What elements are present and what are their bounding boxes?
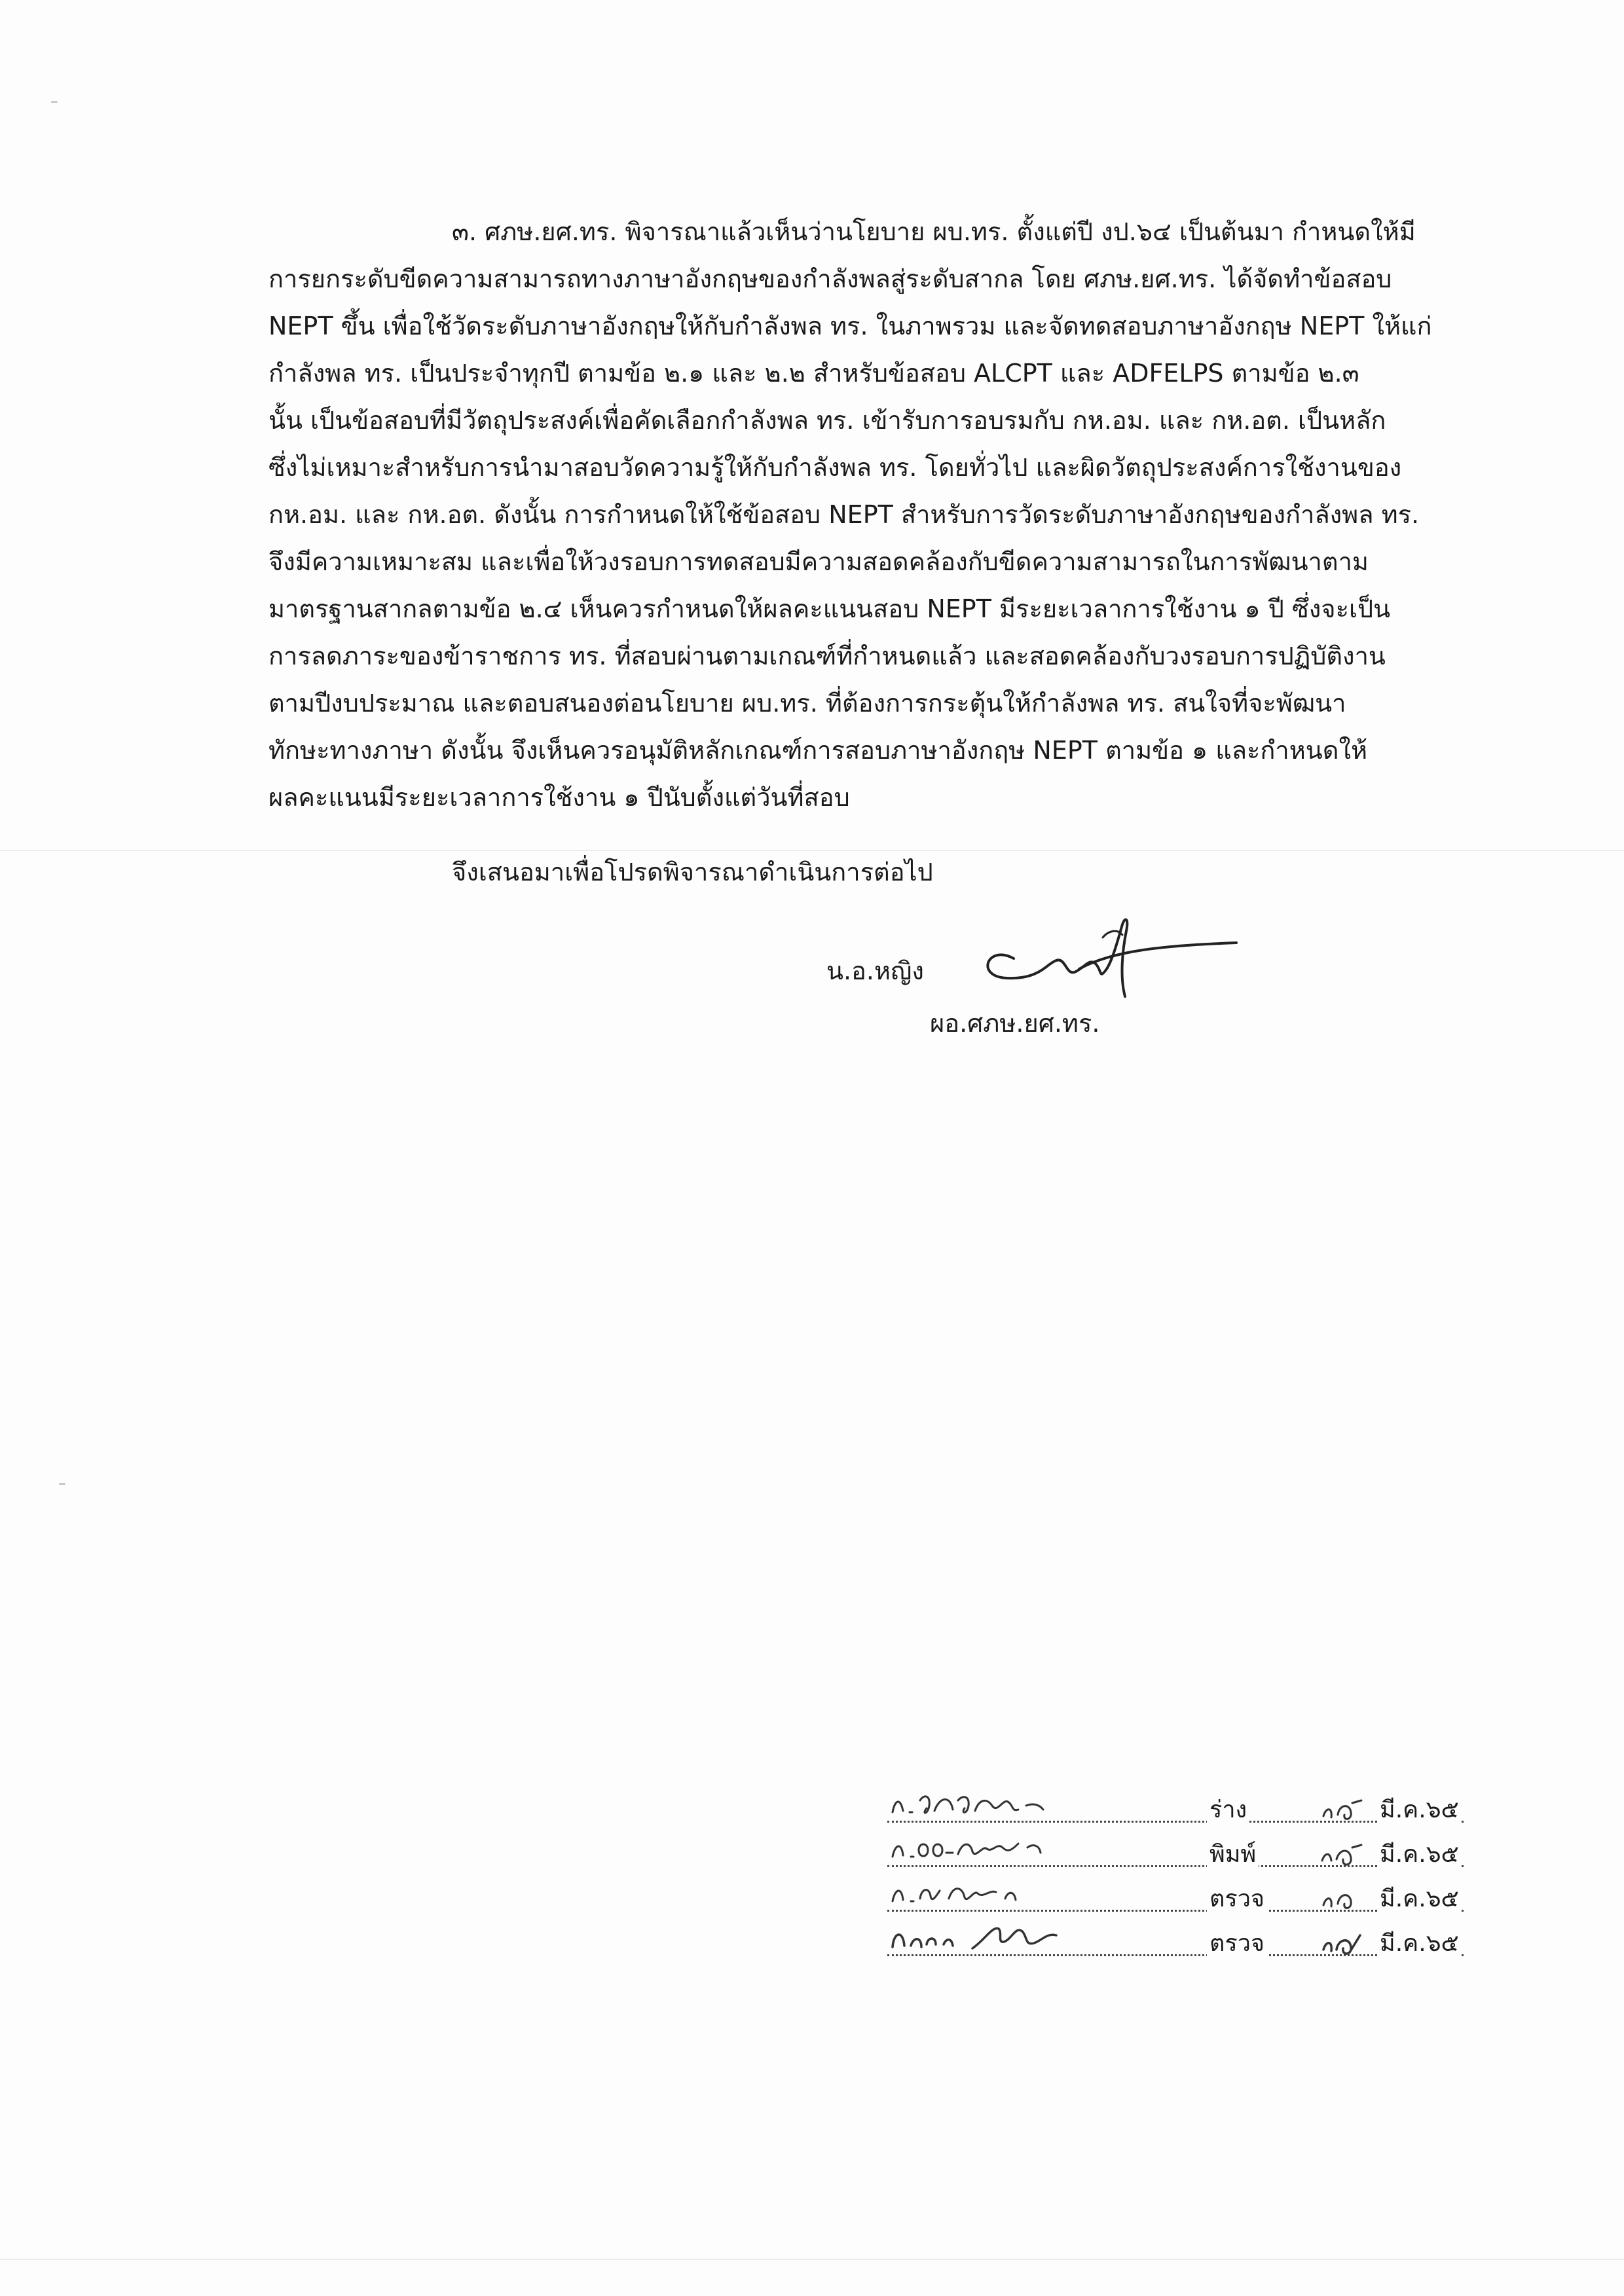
signatory-rank: น.อ.หญิง <box>826 957 924 985</box>
handwritten-day <box>1320 1841 1365 1867</box>
handwritten-signature <box>968 898 1243 1003</box>
tracking-row <box>887 1921 1464 1965</box>
body-line: การยกระดับขีดความสามารถทางภาษาอังกฤษของกำลังพลสู่ระดับสากล โดย ศภษ.ยศ.ทร. ได้จัดทำข้อสอบ <box>268 264 1392 293</box>
handwritten-name <box>887 1920 1175 1956</box>
body-line: การลดภาระของข้าราชการ ทร. ที่สอบผ่านตามเกณฑ์ที่กำหนดแล้ว และสอดคล้องกับวงรอบการปฏิบัติงาน <box>268 642 1386 670</box>
document-tracking-block <box>887 1787 1464 1965</box>
handwritten-day <box>1320 1930 1365 1956</box>
scan-artifact-line <box>0 2259 1624 2260</box>
body-line: ๓. ศภษ.ยศ.ทร. พิจารณาแล้วเห็นว่านโยบาย ผบ.ทร. ตั้งแต่ปี งป.๖๔ เป็นต้นมา กำหนดให้มี <box>452 217 1416 246</box>
tracking-row <box>887 1787 1464 1832</box>
body-line: NEPT ขึ้น เพื่อใช้วัดระดับภาษาอังกฤษให้กับกำลังพล ทร. ในภาพรวม และจัดทดสอบภาษาอังกฤษ NEPT ให้แก่ <box>268 312 1432 340</box>
scan-artifact-line <box>0 850 1624 851</box>
scan-speck <box>51 101 58 103</box>
handwritten-name <box>887 1875 1175 1912</box>
tracking-month: มี.ค.๖๕ <box>1377 1835 1462 1872</box>
tracking-row <box>887 1876 1464 1921</box>
tracking-row <box>887 1832 1464 1876</box>
tracking-month: มี.ค.๖๕ <box>1377 1924 1462 1961</box>
handwritten-day <box>1320 1886 1365 1912</box>
tracking-month: มี.ค.๖๕ <box>1377 1880 1462 1917</box>
closing-line: จึงเสนอมาเพื่อโปรดพิจารณาดำเนินการต่อไป <box>452 858 933 886</box>
body-paragraph <box>268 208 1467 821</box>
scan-speck <box>59 1483 65 1485</box>
body-line: นั้น เป็นข้อสอบที่มีวัตถุประสงค์เพื่อคัดเลือกกำลังพล ทร. เข้ารับการอบรมกับ กห.อม. และ กห.อต. เป็นหลัก <box>268 406 1386 435</box>
tracking-action: พิมพ์ <box>1207 1835 1259 1872</box>
body-line: กห.อม. และ กห.อต. ดังนั้น การกำหนดให้ใช้ข้อสอบ NEPT สำหรับการวัดระดับภาษาอังกฤษของกำลังพล ทร. <box>268 500 1420 529</box>
body-line: กำลังพล ทร. เป็นประจำทุกปี ตามข้อ ๒.๑ และ ๒.๒ สำหรับข้อสอบ ALCPT และ ADFELPS ตามข้อ ๒.๓ <box>268 359 1359 388</box>
tracking-action: ตรวจ <box>1207 1880 1267 1917</box>
tracking-month: มี.ค.๖๕ <box>1377 1791 1462 1828</box>
handwritten-name <box>887 1786 1175 1823</box>
body-line: ผลคะแนนมีระยะเวลาการใช้งาน ๑ ปีนับตั้งแต่วันที่สอบ <box>268 783 850 812</box>
body-line: มาตรฐานสากลตามข้อ ๒.๔ เห็นควรกำหนดให้ผลคะแนนสอบ NEPT มีระยะเวลาการใช้งาน ๑ ปี ซึ่งจะเป็น <box>268 594 1391 623</box>
tracking-action: ตรวจ <box>1207 1924 1267 1961</box>
tracking-action: ร่าง <box>1207 1791 1249 1828</box>
handwritten-name <box>887 1831 1175 1867</box>
signatory-position: ผอ.ศภษ.ยศ.ทร. <box>930 1009 1100 1038</box>
body-line: ตามปีงบประมาณ และตอบสนองต่อนโยบาย ผบ.ทร. ที่ต้องการกระตุ้นให้กำลังพล ทร. สนใจที่จะพัฒนา <box>268 689 1346 718</box>
body-line: จึงมีความเหมาะสม และเพื่อให้วงรอบการทดสอบมีความสอดคล้องกับขีดความสามารถในการพัฒนาตาม <box>268 547 1369 576</box>
handwritten-day <box>1320 1796 1365 1823</box>
body-line: ทักษะทางภาษา ดังนั้น จึงเห็นควรอนุมัติหลักเกณฑ์การสอบภาษาอังกฤษ NEPT ตามข้อ ๑ และกำหนดให้ <box>268 736 1368 765</box>
body-line: ซึ่งไม่เหมาะสำหรับการนำมาสอบวัดความรู้ให้กับกำลังพล ทร. โดยทั่วไป และผิดวัตถุประสงค์การใช้งานของ <box>268 453 1402 482</box>
